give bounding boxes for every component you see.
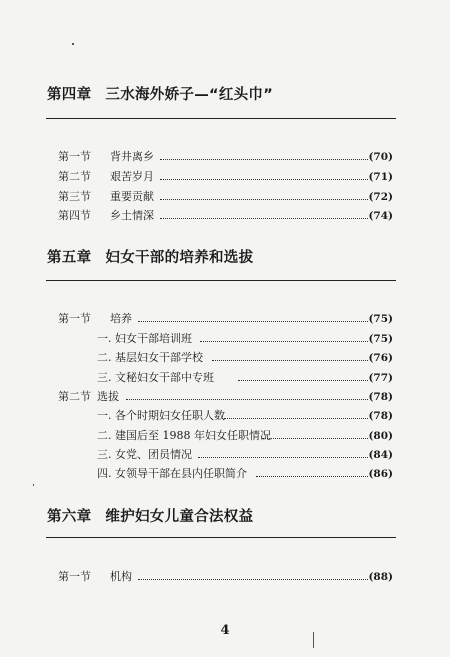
toc-entry <box>0 147 450 167</box>
dot-leader <box>224 418 368 419</box>
toc-entry <box>0 567 450 587</box>
entry-title: 机构 <box>110 570 132 583</box>
entry-title: 三. 文秘妇女干部中专班 <box>97 371 214 384</box>
dot-leader <box>198 457 368 458</box>
dot-leader <box>138 321 368 322</box>
toc-subentry <box>0 329 450 349</box>
chapter-6-heading <box>47 505 253 526</box>
page-ref: (75) <box>368 313 393 325</box>
entry-title: 背井离乡 <box>110 150 154 163</box>
toc-subentry <box>0 368 450 388</box>
toc-entry <box>0 387 450 407</box>
page-ref: (74) <box>368 210 393 222</box>
toc-entry <box>0 167 450 187</box>
entry-title: 培养 <box>110 312 132 325</box>
chapter-number: 第六章 <box>47 509 92 525</box>
page-ref: (86) <box>368 468 393 480</box>
page-ref: (75) <box>368 333 393 345</box>
entry-title: 选拔 <box>97 390 119 403</box>
scan-speck <box>313 632 314 648</box>
chapter-5-heading <box>47 246 253 267</box>
chapter-title: 维护妇女儿童合法权益 <box>105 509 254 525</box>
section-label: 第三节 <box>58 190 91 203</box>
page-ref: (70) <box>368 151 393 163</box>
chapter-title: 妇女干部的培养和选拔 <box>105 250 254 266</box>
chapter-number: 第四章 <box>47 87 92 103</box>
page-ref: (71) <box>368 171 393 183</box>
page-ref: (78) <box>368 410 393 422</box>
section-label: 第二节 <box>58 390 91 403</box>
chapter-4-rule <box>46 118 396 119</box>
entry-title: 二. 建国后至 1988 年妇女任职情况 <box>97 429 271 442</box>
page-ref: (88) <box>368 571 393 583</box>
toc-subentry <box>0 426 450 446</box>
entry-title: 三. 女党、团员情况 <box>97 448 192 461</box>
page-ref: (72) <box>368 191 393 203</box>
entry-title: 乡土情深 <box>110 209 154 222</box>
toc-subentry <box>0 445 450 465</box>
page-ref: (76) <box>368 352 393 364</box>
toc-subentry <box>0 464 450 484</box>
dot-leader <box>256 476 368 477</box>
section-label: 第一节 <box>58 570 91 583</box>
dot-leader <box>160 218 368 219</box>
section-label: 第一节 <box>58 150 91 163</box>
toc-entry <box>0 309 450 329</box>
dot-leader <box>160 199 368 200</box>
chapter-6-rule <box>46 537 396 538</box>
chapter-title: 三水海外娇子—“红头巾” <box>105 87 274 103</box>
chapter-number: 第五章 <box>47 250 92 266</box>
dot-leader <box>212 360 368 361</box>
dot-leader <box>138 579 368 580</box>
dot-leader <box>160 159 368 160</box>
chapter-5-rule <box>46 280 396 281</box>
section-label: 第二节 <box>58 170 91 183</box>
page-ref: (77) <box>368 372 393 384</box>
dot-leader <box>238 380 368 381</box>
section-label: 第四节 <box>58 209 91 222</box>
entry-title: 一. 各个时期妇女任职人数 <box>97 409 225 422</box>
dot-leader <box>126 399 368 400</box>
dot-leader <box>200 341 368 342</box>
page-ref: (80) <box>368 430 393 442</box>
chapter-4-heading <box>47 83 273 104</box>
toc-entry <box>0 206 450 226</box>
scan-speck <box>72 43 74 45</box>
scan-speck <box>33 484 34 486</box>
toc-subentry <box>0 348 450 368</box>
entry-title: 重要贡献 <box>110 190 154 203</box>
page-number: 4 <box>220 623 230 638</box>
section-label: 第一节 <box>58 312 91 325</box>
entry-title: 一. 妇女干部培训班 <box>97 332 192 345</box>
toc-subentry <box>0 406 450 426</box>
page-ref: (84) <box>368 449 393 461</box>
entry-title: 艰苦岁月 <box>110 170 154 183</box>
dot-leader <box>160 179 368 180</box>
entry-title: 四. 女领导干部在县内任职简介 <box>97 467 247 480</box>
page-ref: (78) <box>368 391 393 403</box>
entry-title: 二. 基层妇女干部学校 <box>97 351 203 364</box>
dot-leader <box>262 438 368 439</box>
toc-entry <box>0 187 450 207</box>
